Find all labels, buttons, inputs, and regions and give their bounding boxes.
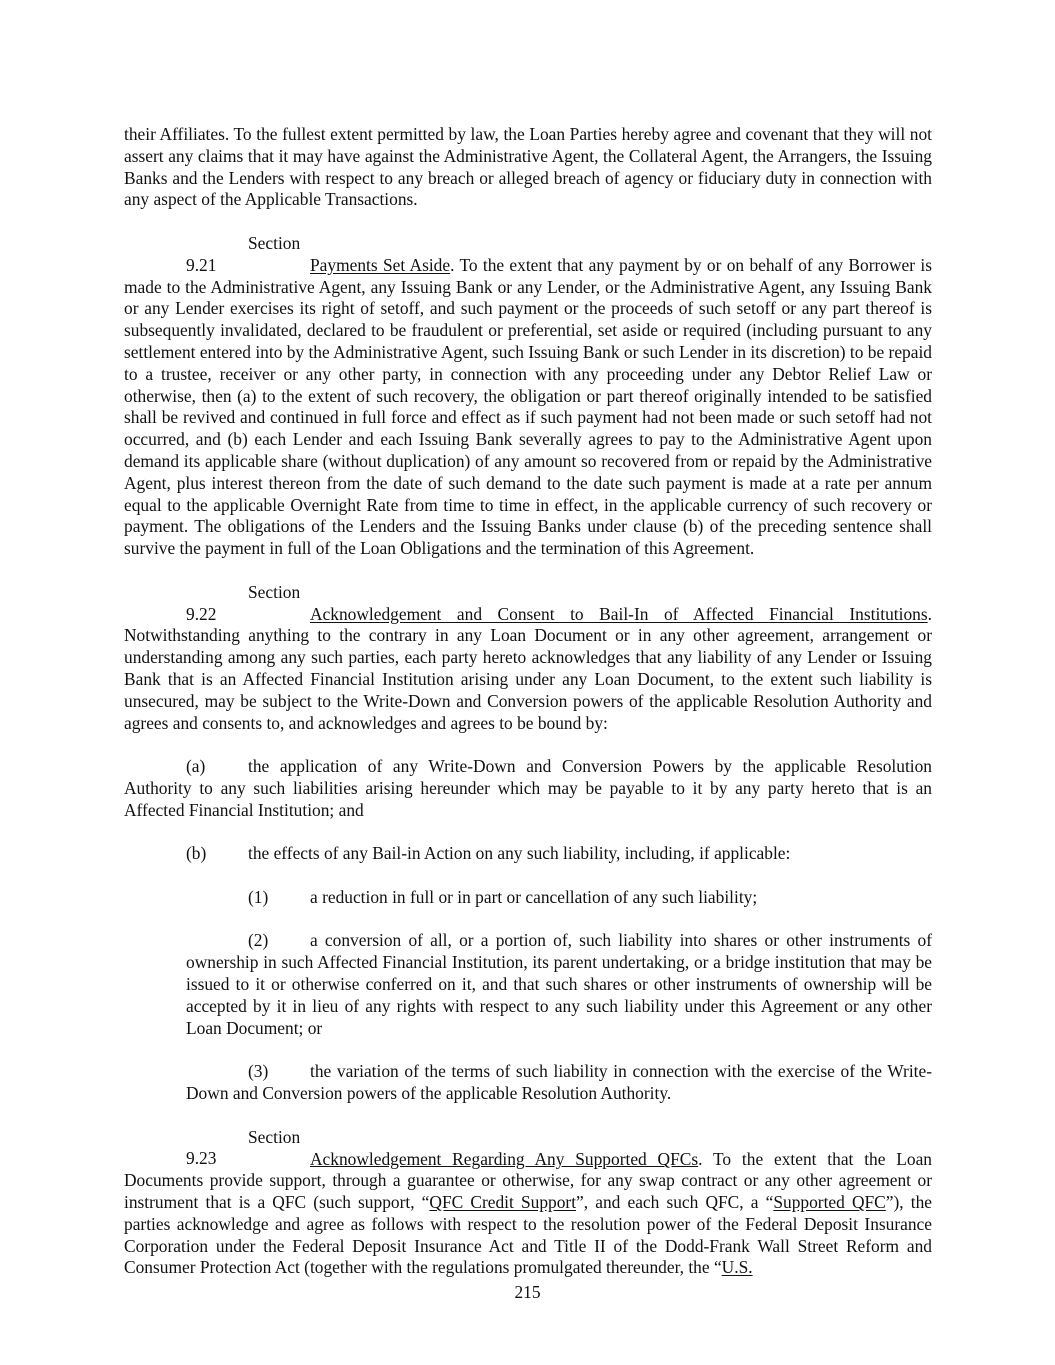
section-body: . To the extent that any payment by or on behalf of any Borrower is made to the Administrative Agent, any Issuing Bank or any Lender, or the Administrative Agent, any Issuing Bank or any Lender exercises its right of setoff, and such payment or the proceeds of such setoff or any part thereof is subsequently invalidated, declared to be fraudulent or preferential, set aside or required (including pursuant to any settlement entered into by the Administrative Agent, such Issuing Bank or such Lender in its discretion) to be repaid to a trustee, receiver or any other party, in connection with any proceeding under any Debtor Relief Law or otherwise, then (a) to the extent of such recovery, the obligation or part thereof originally intended to be satisfied shall be revived and continued in full force and effect as if such payment had not been made or such setoff had not occurred, and (b) each Lender and each Issuing Bank severally agrees to pay to the Administrative Agent upon demand its applicable share (without duplication) of any amount so recovered from or repaid by the Administrative Agent, plus interest thereon from the date of such demand to the date such payment is made at a rate per annum equal to the applicable Overnight Rate from time to time in effect, in the applicable currency of such recovery or payment. The obligations of the Lenders and the Issuing Banks under clause (b) of the preceding sentence shall survive the payment in full of the Loan Obligations and the termination of this Agreement. bbox=[124, 254, 933, 559]
section-body: ”, and each such QFC, a “ bbox=[576, 1192, 774, 1213]
section-9-22 bbox=[124, 582, 932, 735]
clause-a bbox=[124, 756, 932, 821]
subclause-2 bbox=[124, 930, 932, 1039]
clause-label: (b) bbox=[186, 843, 207, 864]
subclause-text: a reduction in full or in part or cancellation of any such liability; bbox=[310, 886, 758, 907]
subclause-label: (2) bbox=[248, 930, 269, 951]
section-9-23 bbox=[124, 1127, 932, 1280]
section-9-21 bbox=[124, 233, 932, 560]
clause-b bbox=[124, 843, 932, 865]
subclause-label: (3) bbox=[248, 1061, 269, 1082]
subclause-3 bbox=[124, 1061, 932, 1105]
section-number: Section 9.22 bbox=[186, 581, 301, 624]
section-number: Section 9.21 bbox=[186, 232, 301, 275]
subclause-text: a conversion of all, or a portion of, such liability into shares or other instruments of ownership in such Affected Financial Institution, its parent undertaking, or a bridge institution that may be issued to it or otherwise conferred on it, and that such shares or other instruments of ownership will be accepted by it in lieu of any rights with respect to any such liability under this Agreement or any other Loan Document; or bbox=[186, 930, 932, 1038]
section-number: Section 9.23 bbox=[186, 1126, 301, 1169]
subclause-label: (1) bbox=[248, 886, 269, 907]
subclause-1 bbox=[124, 887, 932, 909]
defined-term: QFC Credit Support bbox=[429, 1192, 577, 1213]
defined-term: Supported QFC bbox=[773, 1192, 886, 1213]
section-body: ”), the parties acknowledge and agree as follows with respect to the resolution power of the Federal Deposit Insurance Corporation under the Federal Deposit Insurance Act and Title II of the Dodd-Frank Wall Street Reform and Consumer Protection Act (together with the regulations promulgated thereunder, the “ bbox=[124, 1192, 933, 1278]
page-number: 215 bbox=[514, 1282, 541, 1302]
section-body: . Notwithstanding anything to the contrary in any Loan Document or in any other agreement, arrangement or understanding among any such parties, each party hereto acknowledges that any liability of any Lender or Issuing Bank that is an Affected Financial Institution arising under any Loan Document, to the extent such liability is unsecured, may be subject to the Write-Down and Conversion powers of the applicable Resolution Authority and agrees and consents to, and acknowledges and agrees to be bound by: bbox=[124, 603, 932, 733]
intro-paragraph: their Affiliates. To the fullest extent permitted by law, the Loan Parties hereby agree and covenant that they will not assert any claims that it may have against the Administrative Agent, the Collateral Agent, the Arrangers, the Issuing Banks and the Lenders with respect to any breach or alleged breach of agency or fiduciary duty in connection with any aspect of the Applicable Transactions. bbox=[124, 124, 932, 210]
clause-label: (a) bbox=[186, 756, 206, 777]
page-body bbox=[124, 124, 932, 1301]
clause-text: the application of any Write-Down and Conversion Powers by the applicable Resolution Authority to any such liabilities arising hereunder which may be payable to it by any party hereto that is an Affected Financial Institution; and bbox=[124, 756, 932, 820]
section-body: . To the extent that the Loan Documents provide support, through a guarantee or otherwise, for any swap contract or any other agreement or instrument that is a QFC (such support, “ bbox=[124, 1148, 933, 1213]
subclause-text: the variation of the terms of such liability in connection with the exercise of the Write-Down and Conversion powers of the applicable Resolution Authority. bbox=[186, 1061, 932, 1104]
section-title: Acknowledgement Regarding Any Supported QFCs bbox=[310, 1148, 699, 1169]
section-title: Payments Set Aside bbox=[310, 254, 451, 275]
clause-text: the effects of any Bail-in Action on any such liability, including, if applicable: bbox=[248, 843, 791, 864]
section-title: Acknowledgement and Consent to Bail-In of Affected Financial Institutions bbox=[310, 603, 928, 624]
defined-term: U.S. bbox=[721, 1257, 753, 1278]
